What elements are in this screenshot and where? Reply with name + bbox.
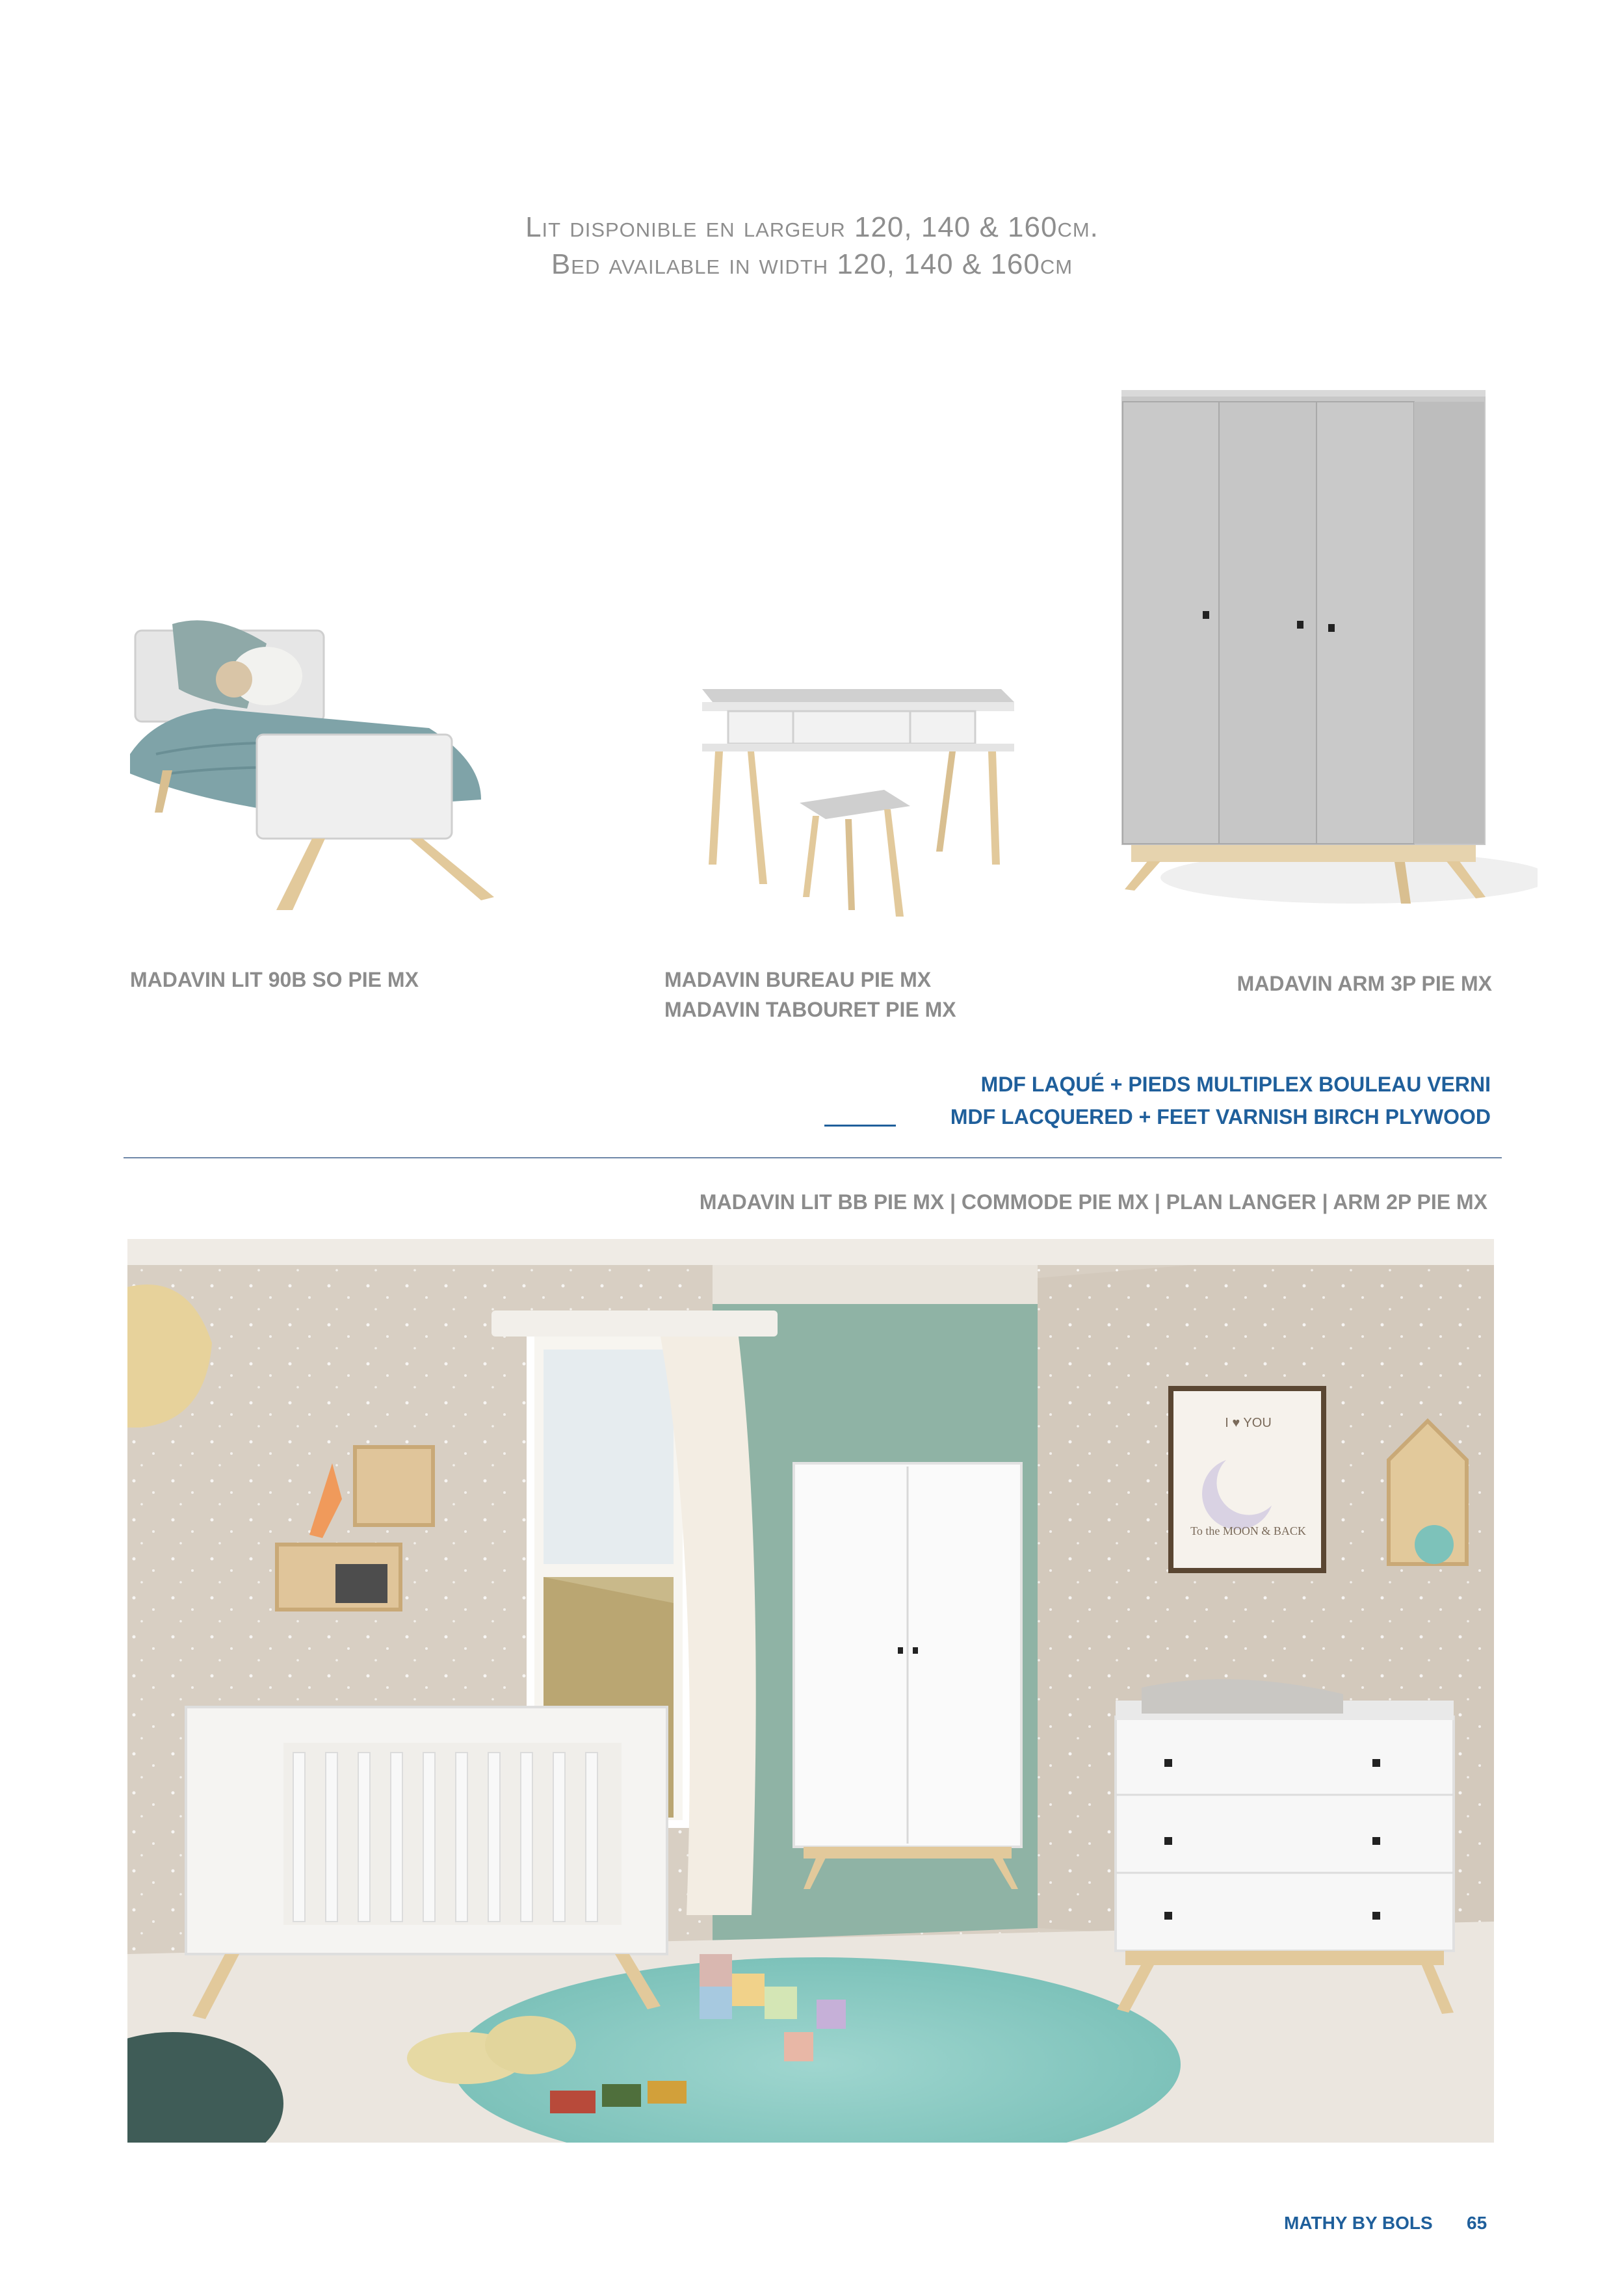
footer-brand: MATHY BY BOLS bbox=[1284, 2213, 1433, 2233]
single-bed-image bbox=[117, 605, 572, 917]
caption-stool: MADAVIN TABOURET PIE MX bbox=[664, 998, 956, 1021]
page-number: 65 bbox=[1467, 2213, 1487, 2233]
material-en: MDF LACQUERED + FEET VARNISH BIRCH PLYWOOD bbox=[950, 1105, 1491, 1128]
intro-line-en: Bed available in width 120, 140 & 160cm bbox=[551, 248, 1073, 280]
material-underline bbox=[824, 1125, 896, 1127]
nursery-room-photo bbox=[127, 1239, 1494, 2143]
wardrobe-3-doors-image bbox=[1121, 384, 1538, 917]
material-fr: MDF LAQUÉ + PIEDS MULTIPLEX BOULEAU VERNI bbox=[980, 1073, 1491, 1096]
intro-line-fr: Lit disponible en largeur 120, 140 & 160cm. bbox=[525, 211, 1099, 243]
poster-text-bottom: To the MOON & BACK bbox=[1190, 1524, 1306, 1537]
caption-wardrobe: MADAVIN ARM 3P PIE MX bbox=[1237, 972, 1492, 995]
poster-text-top: I ♥ YOU bbox=[1225, 1416, 1272, 1430]
section-divider bbox=[124, 1157, 1502, 1158]
caption-desk: MADAVIN BUREAU PIE MX bbox=[664, 968, 932, 991]
caption-bed: MADAVIN LIT 90B SO PIE MX bbox=[130, 968, 419, 991]
room-caption: MADAVIN LIT BB PIE MX | COMMODE PIE MX | PLAN LANGER | ARM 2P PIE MX bbox=[699, 1190, 1487, 1214]
desk-and-stool-image bbox=[689, 676, 1027, 936]
